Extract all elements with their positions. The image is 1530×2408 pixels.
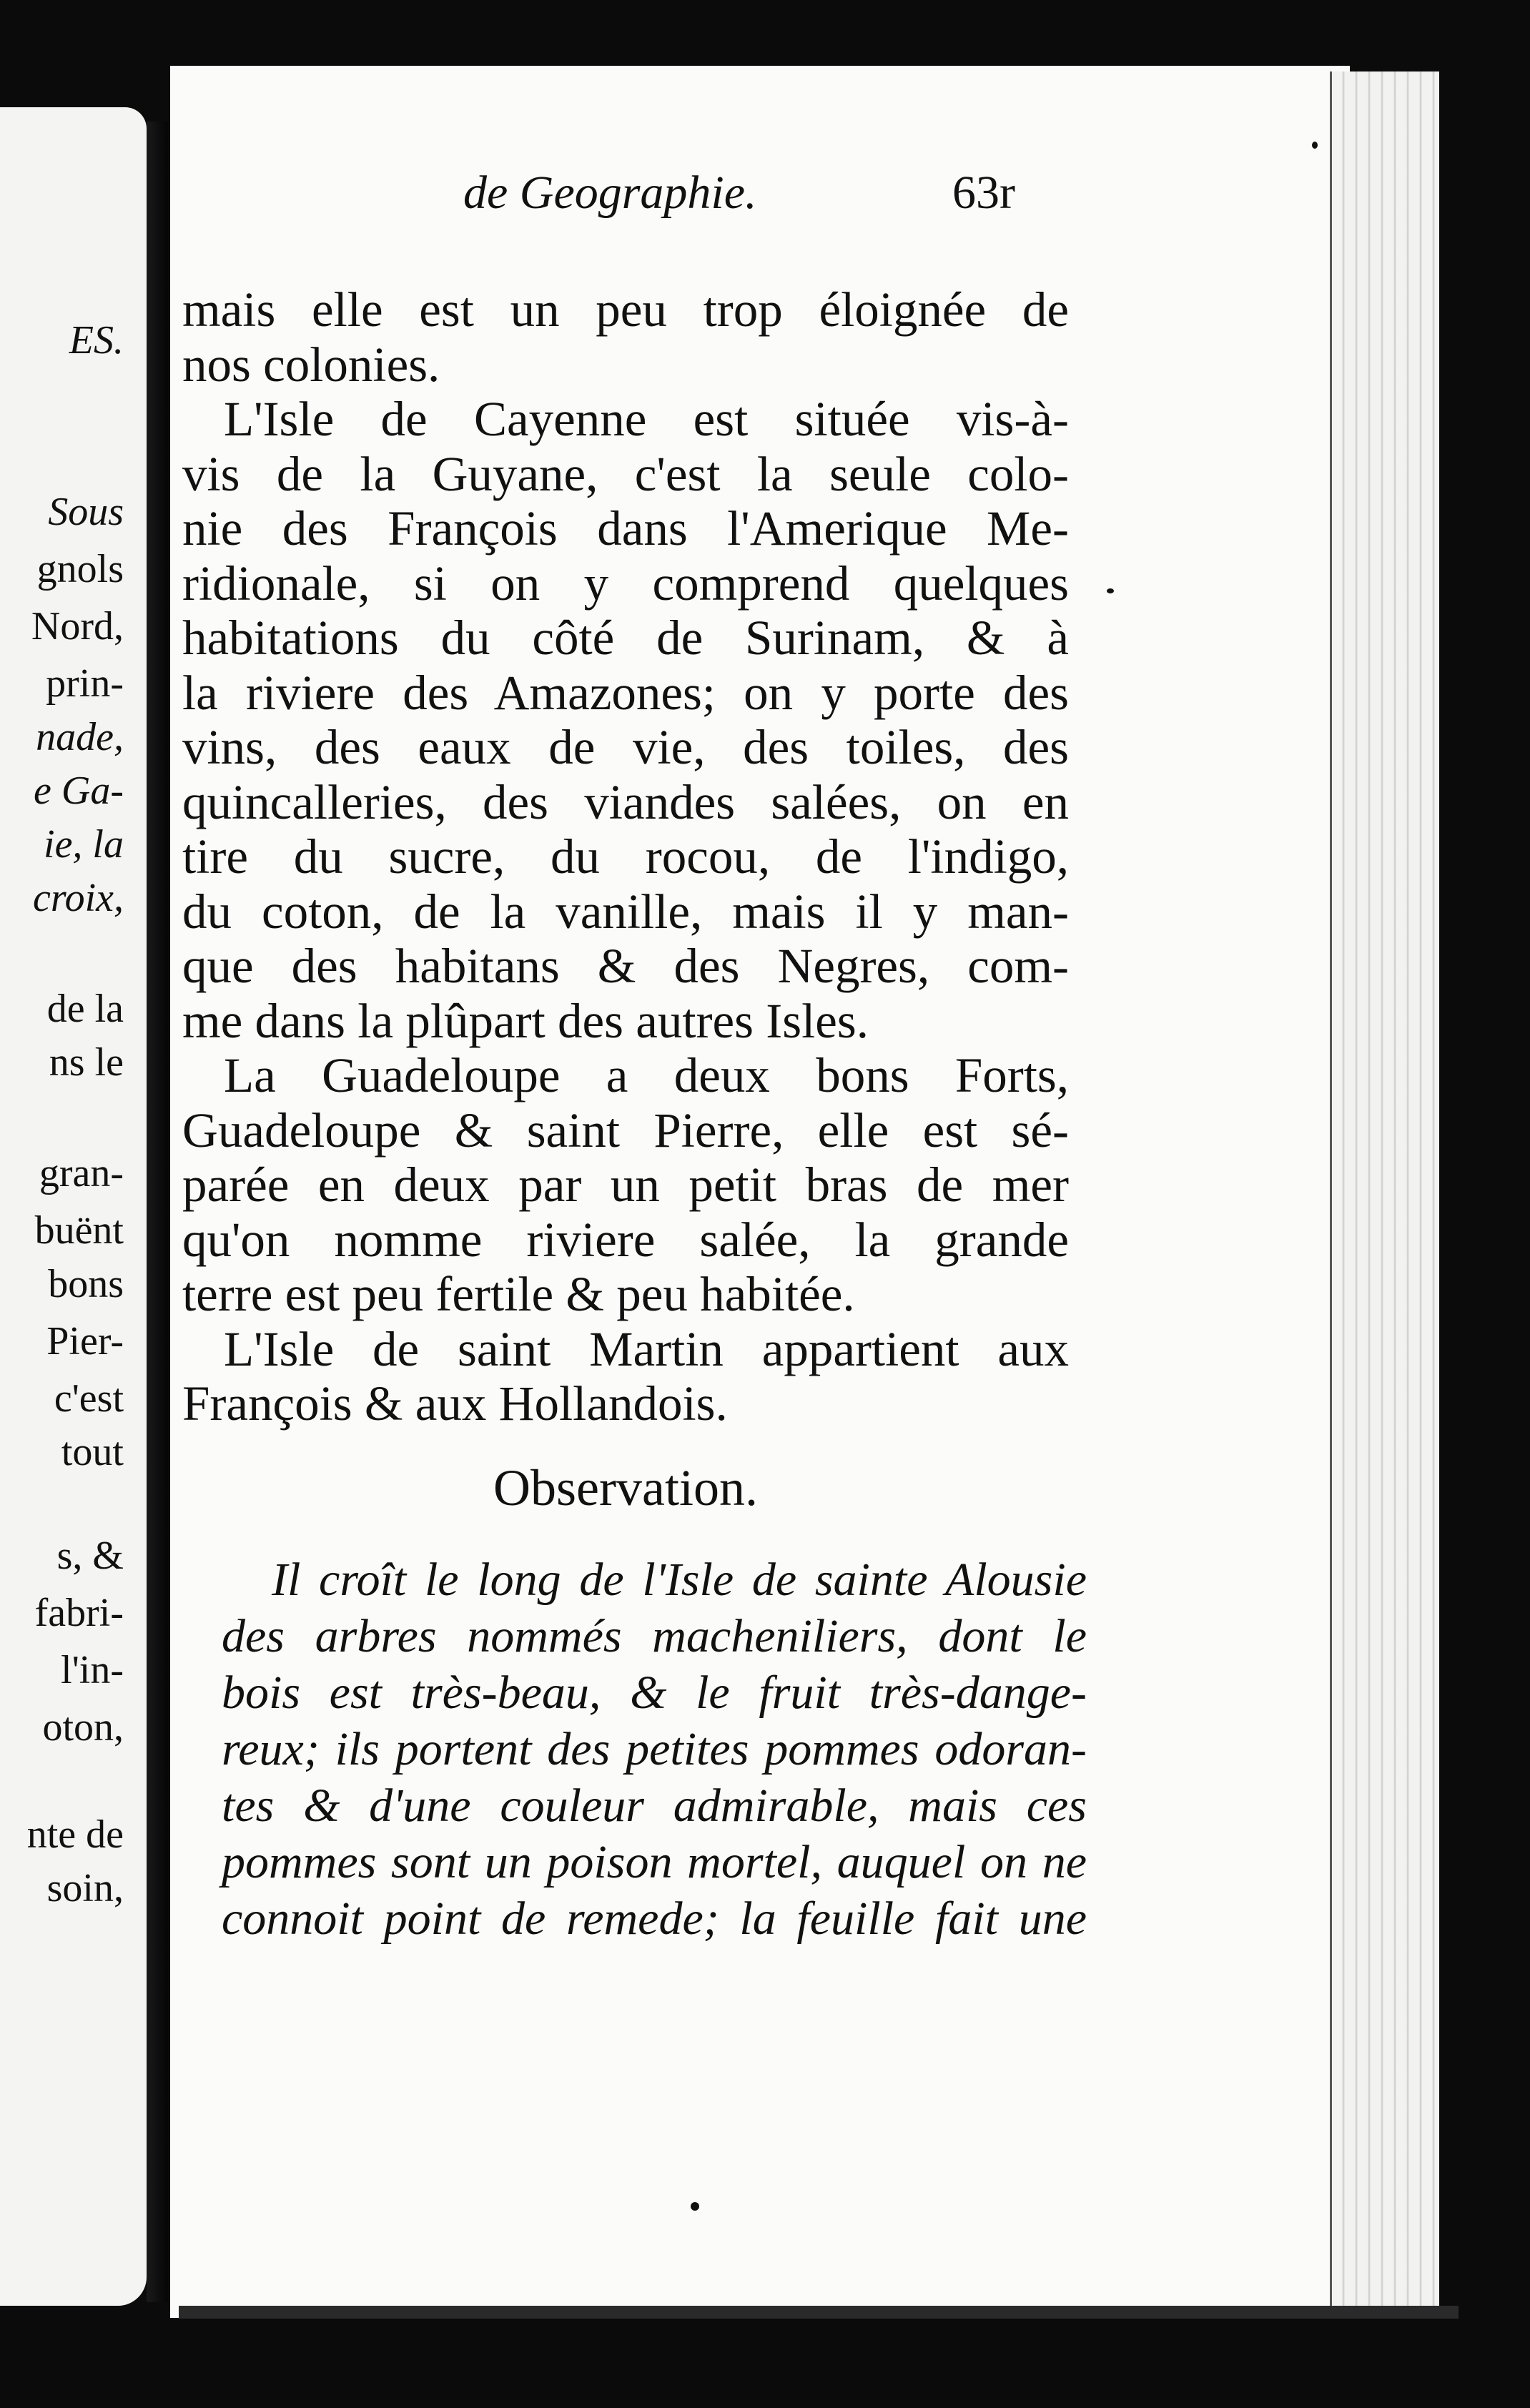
left-page-line: bons bbox=[48, 1262, 124, 1306]
body-text bbox=[182, 282, 1069, 1431]
italic-line: connoit point de remede; la feuille fait une bbox=[222, 1893, 1087, 1945]
left-page-line: croix, bbox=[33, 876, 124, 920]
text-line: nie des François dans l'Amerique Me- bbox=[182, 501, 1069, 556]
left-page-line: gran- bbox=[39, 1151, 124, 1195]
left-page-line: prin- bbox=[46, 661, 124, 706]
left-page-line: Nord, bbox=[31, 604, 124, 648]
left-page-line: soin, bbox=[46, 1866, 124, 1910]
left-page-line: tout bbox=[61, 1430, 124, 1474]
text-line: François & aux Hollandois. bbox=[182, 1376, 728, 1431]
page-bottom-shadow bbox=[179, 2306, 1459, 2319]
left-page-line: l'in- bbox=[61, 1648, 124, 1692]
left-page-line: s, & bbox=[56, 1534, 124, 1578]
italic-line: pommes sont un poison mortel, auquel on ne bbox=[222, 1836, 1087, 1888]
page-number: 63r bbox=[952, 167, 1015, 219]
left-page-line: buënt bbox=[34, 1208, 124, 1253]
text-line: me dans la plûpart des autres Isles. bbox=[182, 993, 869, 1048]
italic-line: Il croît le long de l'Isle de sainte Alousie bbox=[272, 1554, 1087, 1606]
page-edges bbox=[1330, 71, 1439, 2316]
text-line: Guadeloupe & saint Pierre, elle est sé- bbox=[182, 1102, 1069, 1158]
left-page-line: Sous bbox=[48, 490, 124, 534]
observation-text bbox=[222, 1551, 1087, 1947]
page-mark-top bbox=[1312, 142, 1318, 149]
text-line: tire du sucre, du rocou, de l'indigo, bbox=[182, 829, 1069, 884]
text-line: quincalleries, des viandes salées, on en bbox=[182, 774, 1069, 829]
left-page-line: gnols bbox=[36, 547, 124, 591]
section-heading: Observation. bbox=[493, 1459, 758, 1516]
left-page-line: ES. bbox=[69, 318, 124, 362]
text-line: L'Isle de saint Martin appartient aux bbox=[224, 1321, 1069, 1376]
text-line: vis de la Guyane, c'est la seule colo- bbox=[182, 446, 1069, 501]
left-page-line: c'est bbox=[54, 1376, 124, 1421]
left-page-line: ie, la bbox=[44, 822, 124, 867]
text-line: que des habitans & des Negres, com- bbox=[182, 939, 1069, 993]
text-line: mais elle est un peu trop éloignée de bbox=[182, 282, 1069, 337]
italic-line: des arbres nommés macheniliers, dont le bbox=[222, 1610, 1087, 1662]
left-page-line: fabri- bbox=[34, 1591, 124, 1635]
text-line: L'Isle de Cayenne est située vis-à- bbox=[224, 392, 1069, 446]
text-line: vins, des eaux de vie, des toiles, des bbox=[182, 720, 1069, 774]
italic-line: reux; ils portent des petites pommes odoran- bbox=[222, 1723, 1087, 1775]
italic-line: bois est très-beau, & le fruit très-dange- bbox=[222, 1667, 1087, 1719]
left-page-line: nte de bbox=[26, 1812, 124, 1857]
running-head bbox=[286, 166, 1087, 237]
left-page-line: Pier- bbox=[46, 1319, 124, 1363]
italic-line: tes & d'une couleur admirable, mais ces bbox=[222, 1780, 1087, 1832]
text-line: parée en deux par un petit bras de mer bbox=[182, 1158, 1069, 1212]
text-line: La Guadeloupe a deux bons Forts, bbox=[224, 1048, 1069, 1102]
running-head-title: de Geographie. bbox=[463, 167, 757, 219]
text-line: qu'on nomme riviere salée, la grande bbox=[182, 1212, 1069, 1267]
previous-page-fragment bbox=[0, 107, 147, 2306]
text-line: habitations du côté de Surinam, & à bbox=[182, 611, 1069, 665]
left-page-line: de la bbox=[46, 987, 124, 1031]
left-page-line: ns le bbox=[49, 1040, 124, 1085]
book-gutter bbox=[147, 122, 168, 2302]
page-mark-bottom bbox=[691, 2202, 699, 2211]
page-mark-margin bbox=[1107, 588, 1114, 593]
text-line: la riviere des Amazones; on y porte des bbox=[182, 665, 1069, 720]
left-page-line: oton, bbox=[42, 1705, 124, 1750]
left-page-line: nade, bbox=[36, 715, 124, 759]
text-line: du coton, de la vanille, mais il y man- bbox=[182, 884, 1069, 939]
text-line: terre est peu fertile & peu habitée. bbox=[182, 1267, 855, 1321]
left-page-line: e Ga- bbox=[34, 769, 124, 813]
text-line: ridionale, si on y comprend quelques bbox=[182, 556, 1069, 611]
text-line: nos colonies. bbox=[182, 337, 440, 392]
